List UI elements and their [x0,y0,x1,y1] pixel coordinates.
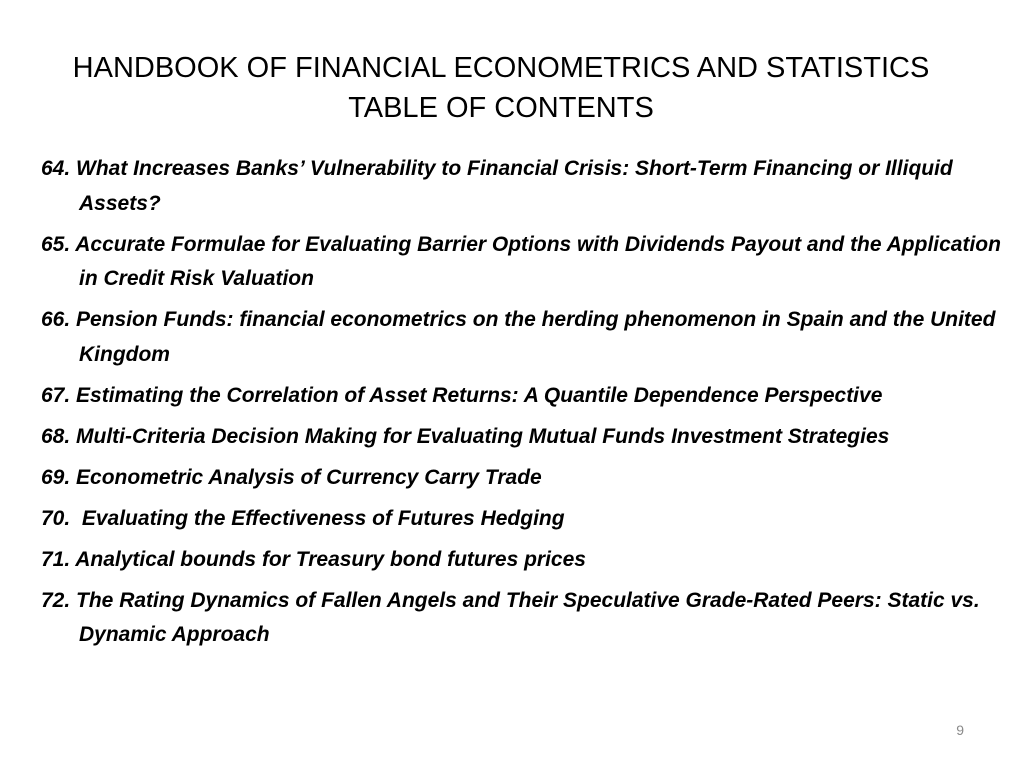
table-of-contents-list [41,152,1007,659]
toc-item-65: 65. Accurate Formulae for Evaluating Barrier Options with Dividends Payout and the Application in Credit Risk Valuation [41,232,1007,290]
toc-item-68: 68. Multi-Criteria Decision Making for Evaluating Mutual Funds Investment Strategies [41,424,890,448]
title-line-handbook: HANDBOOK OF FINANCIAL ECONOMETRICS AND STATISTICS [72,52,930,84]
page-title [0,48,1002,128]
title-line-toc: TABLE OF CONTENTS [348,92,654,124]
toc-item-71: 71. Analytical bounds for Treasury bond futures prices [41,547,586,571]
toc-item-69: 69. Econometric Analysis of Currency Carry Trade [41,465,542,489]
toc-item-72: 72. The Rating Dynamics of Fallen Angels and Their Speculative Grade-Rated Peers: Static vs. Dynamic Approach [41,588,986,646]
toc-item-67: 67. Estimating the Correlation of Asset Returns: A Quantile Dependence Perspective [41,383,883,407]
toc-item-64: 64. What Increases Banks’ Vulnerability to Financial Crisis: Short-Term Financing or Illiquid Assets? [41,157,958,215]
page-number: 9 [956,722,964,738]
toc-item-70: 70. Evaluating the Effectiveness of Futures Hedging [41,506,565,530]
toc-item-66: 66. Pension Funds: financial econometrics on the herding phenomenon in Spain and the United Kingdom [41,308,1002,366]
